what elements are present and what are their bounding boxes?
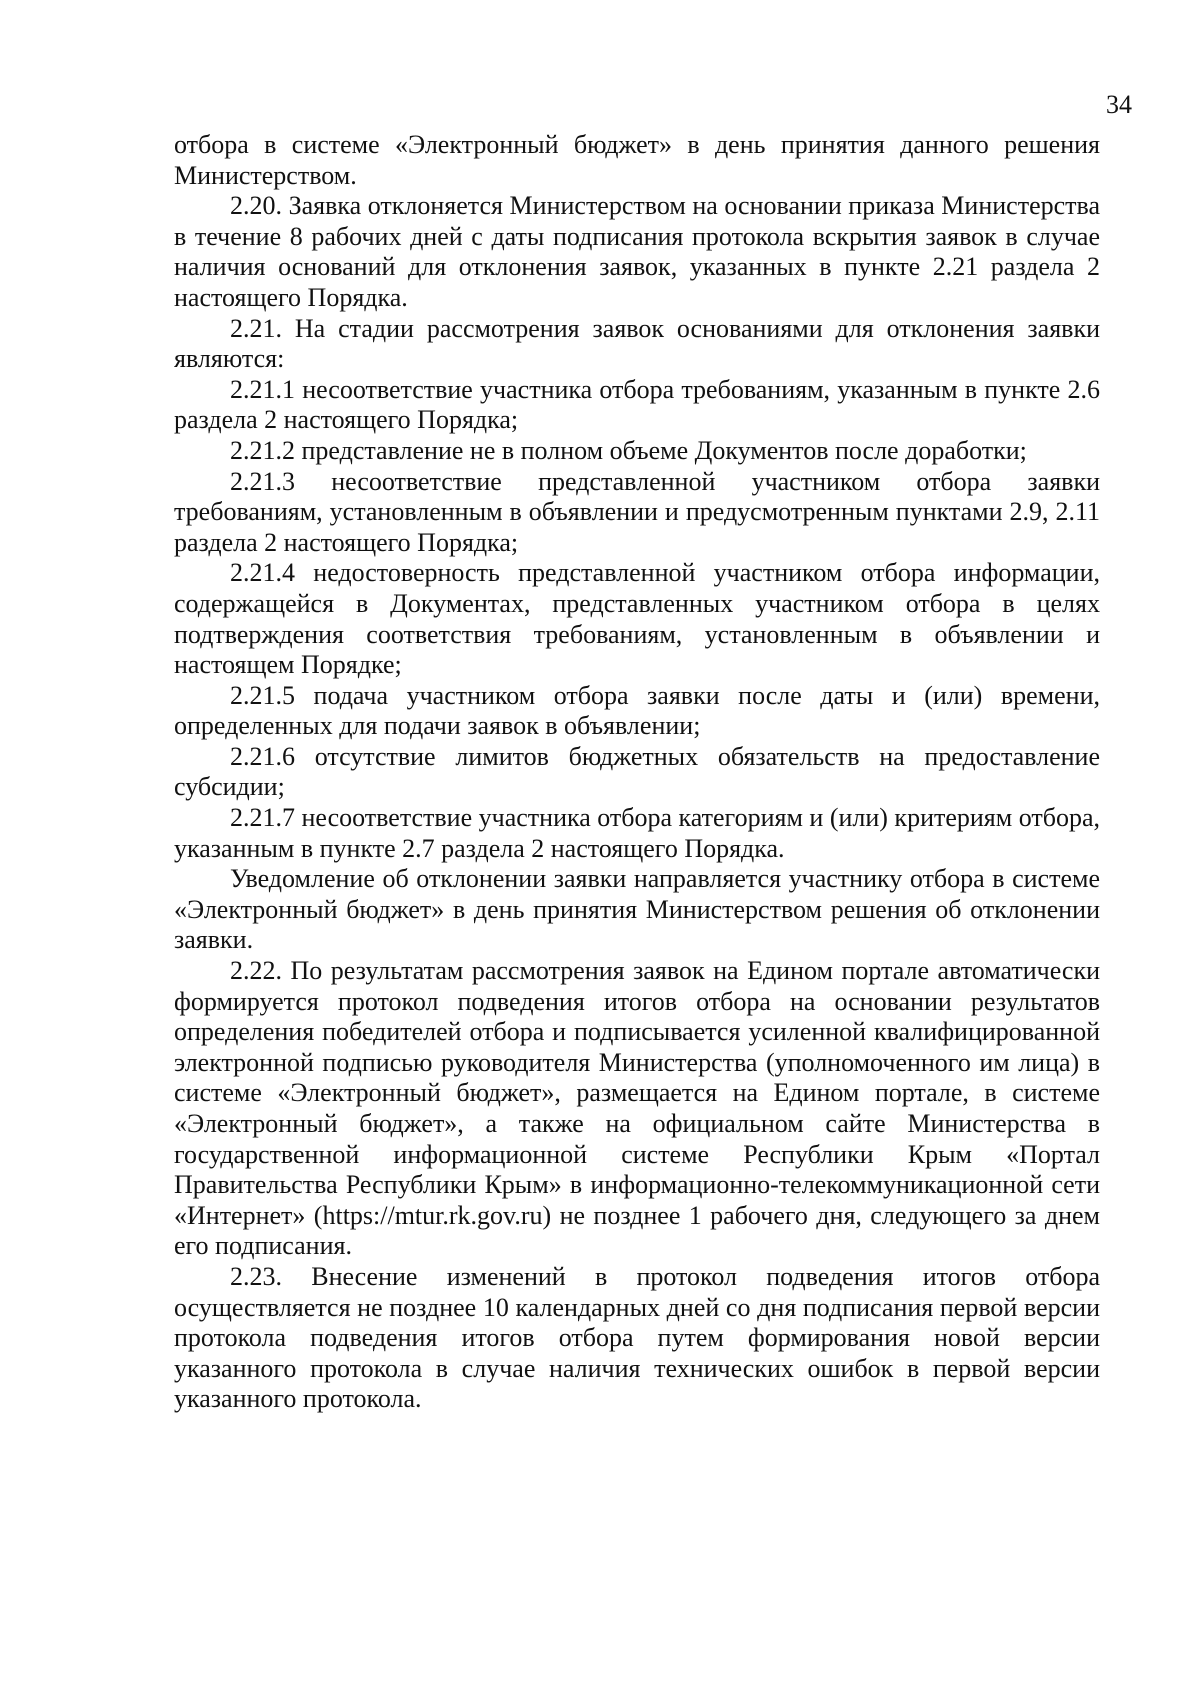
paragraph-2-23: 2.23. Внесение изменений в протокол подведения итогов отбора осуществляется не позднее 10 календарных дней со дня подписания первой версии протокола подведения итогов отбора путем формирования новой версии указанного протокола в случае наличия технических ошибок в первой версии указанного протокола.: [174, 1261, 1100, 1414]
paragraph-2-21-2: 2.21.2 представление не в полном объеме Документов после доработки;: [230, 435, 1027, 465]
document-body: [174, 130, 1100, 1415]
paragraph-2-21-7: 2.21.7 несоответствие участника отбора категориям и (или) критериям отбора, указанным в пункте 2.7 раздела 2 настоящего Порядка.: [174, 803, 1100, 863]
paragraph-2-21-1: 2.21.1 несоответствие участника отбора требованиям, указанным в пункте 2.6 раздела 2 настоящего Порядка;: [174, 374, 1100, 435]
paragraph-2-20: 2.20. Заявка отклоняется Министерством на основании приказа Министерства в течение 8 рабочих дней с даты подписания протокола вскрытия заявок в случае наличия оснований для отклонения заявок, указанных в пункте 2.21 раздела 2 настоящего Порядка.: [174, 191, 1100, 312]
paragraph-2-22: 2.22. По результатам рассмотрения заявок на Едином портале автоматически формируется протокол подведения итогов отбора на основании результатов определения победителей отбора и подписывается усиленной квалифицированной электронной подписью руководителя Министерства (уполномоченного им лица) в системе «Электронный бюджет», размещается на Едином портале, в системе «Электронный бюджет», а также на официальном сайте Министерства в государственной информационной системе Республики Крым «Портал Правительства Республики Крым» в информационно-телекоммуникационной сети «Интернет» (https://mtur.rk.gov.ru) не позднее 1 рабочего дня, следующего за днем его подписания.: [174, 956, 1100, 1261]
page-number: 34: [1106, 90, 1132, 119]
paragraph-2-21-6: 2.21.6 отсутствие лимитов бюджетных обязательств на предоставление субсидии;: [174, 741, 1100, 802]
paragraph-continuation: отбора в системе «Электронный бюджет» в день принятия данного решения Министерством.: [174, 130, 1100, 190]
paragraph-2-21-4: 2.21.4 недостоверность представленной участником отбора информации, содержащейся в Документах, представленных участником отбора в целях подтверждения соответствия требованиям, установленным в объявлении и настоящем Порядке;: [174, 558, 1100, 680]
paragraph-notification: Уведомление об отклонении заявки направляется участнику отбора в системе «Электронный бюджет» в день принятия Министерством решения об отклонении заявки.: [174, 864, 1100, 955]
paragraph-2-21-5: 2.21.5 подача участником отбора заявки после даты и (или) времени, определенных для подачи заявок в объявлении;: [174, 680, 1100, 741]
paragraph-2-21-3: 2.21.3 несоответствие представленной участником отбора заявки требованиям, установленным в объявлении и предусмотренным пунктами 2.9, 2.11 раздела 2 настоящего Порядка;: [174, 466, 1100, 557]
paragraph-2-21: 2.21. На стадии рассмотрения заявок основаниями для отклонения заявки являются:: [174, 313, 1100, 374]
